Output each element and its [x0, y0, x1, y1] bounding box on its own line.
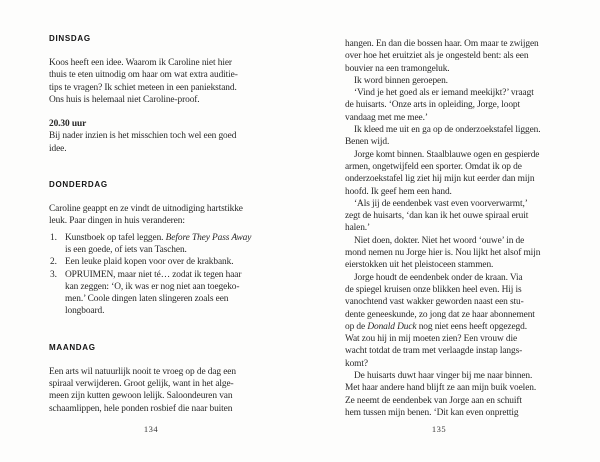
- time-label: 20.30 uur: [49, 119, 87, 130]
- text-line: op de Donald Duck nog niet eens heeft opgezegd.: [345, 321, 527, 332]
- list-item-number: 3.: [50, 269, 57, 280]
- text-line: over hoe het eruitziet als je ongesteld bent: als een: [345, 51, 529, 62]
- text-line: vandaag met me mee.’: [345, 112, 428, 123]
- text-line: hem tussen mijn benen. ‘Dit kan even onprettig: [345, 407, 519, 418]
- text-line: Jorge komt binnen. Staalblauwe ogen en gespierde: [354, 149, 540, 160]
- text-line: Benen wijd.: [345, 137, 390, 148]
- text-line: Jorge houdt de eendenbek onder de kraan. Via: [354, 272, 523, 283]
- list-item-line: 1. Kunstboek op tafel leggen. Before They Pass Away: [50, 232, 252, 243]
- text-line: eierstokken uit het pleistoceen stammen.: [345, 260, 494, 271]
- text-line: hoofd. Ik geef hem een hand.: [345, 186, 452, 197]
- text-line: onderzoekstafel lig ziet hij mijn kut eerder dan mijn: [345, 174, 535, 185]
- text-line: Bij nader inzien is het misschien toch wel een goed: [49, 131, 237, 142]
- section-heading: DONDERDAG: [49, 180, 108, 190]
- paragraph: [49, 57, 289, 106]
- page-number-left: 134: [143, 424, 159, 434]
- text-line: Ons huis is helemaal niet Caroline-proof.: [49, 94, 200, 105]
- section-heading: MAANDAG: [49, 342, 96, 352]
- list-item-line: men.’ Coole dingen laten slingeren zoals een: [65, 294, 229, 305]
- list-item-line: 2. Een leuke plaid kopen voor over de krakbank.: [50, 257, 234, 268]
- paragraph: [345, 38, 585, 419]
- text-line: ‘Vind je het goed als er iemand meekijkt?’ vraagt: [354, 88, 534, 99]
- list-item-number: 1.: [50, 232, 57, 243]
- text-line: halen.’: [345, 223, 371, 234]
- text-line: Koos heeft een idee. Waarom ik Caroline niet hier: [49, 58, 232, 68]
- text-line: armen, ongetwijfeld een sporter. Omdat ik op de: [345, 161, 522, 172]
- text-line: Ze neemt de eendenbek van Jorge aan en schuift: [345, 395, 522, 406]
- text-line: Ik kleed me uit en ga op de onderzoekstafel liggen.: [354, 125, 541, 136]
- text-line: komt?: [345, 358, 368, 369]
- text-line: dente geneeskunde, zo jong dat ze haar abonnement: [345, 309, 535, 320]
- text-line: de spiegel kruisen onze blikken heel even. Hij is: [345, 284, 522, 295]
- text-line: meen zijn kutten gewoon lelijk. Saloondeuren van: [49, 391, 233, 402]
- text-line: bouvier na een tramongeluk.: [345, 63, 450, 74]
- text-line: zegt de huisarts, ‘dan kan ik het ouwe spiraal eruit: [345, 211, 529, 222]
- text-line: leuk. Paar dingen in huis veranderen:: [49, 216, 185, 227]
- numbered-list: [49, 232, 289, 318]
- text-line: spiraal verwijderen. Groot gelijk, want in het alge-: [49, 379, 234, 390]
- text-line: tips te vragen? Ik schiet meteen in een paniekstand.: [49, 82, 237, 93]
- paragraph: [49, 130, 289, 155]
- text-line: mond nemen nu Jorge hier is. Nou lijkt het alsof mijn: [345, 248, 541, 259]
- text-line: idee.: [49, 143, 67, 154]
- text-line: Caroline geappt en ze vindt de uitnodiging hartstikke: [49, 204, 243, 215]
- section-heading: DINSDAG: [49, 34, 91, 43]
- text-line: Ik word binnen geroepen.: [354, 75, 448, 86]
- paragraph: [49, 203, 289, 228]
- list-item-line: 3. OPRUIMEN, maar niet té… zodat ik tegen haar: [50, 269, 242, 280]
- page-right-text-column: [345, 38, 585, 419]
- text-line: thuis te eten uitnodig om haar om wat extra auditie-: [49, 70, 238, 81]
- text-line: hangen. En dan die bossen haar. Om maar te zwijgen: [345, 39, 539, 49]
- text-line: schaamlippen, hele ponden rosbief die naar buiten: [49, 403, 233, 414]
- text-line: Niet doen, dokter. Niet het woord ‘ouwe’ in de: [354, 235, 525, 246]
- text-line: ‘Als jij de eendenbek vast even voorverwarmt,’: [354, 198, 528, 209]
- page-left-text-column: [49, 33, 289, 415]
- text-line: vanochtend vast wakker geworden naast een stu-: [345, 297, 524, 308]
- paragraph: [49, 366, 289, 415]
- list-item-line: kan zeggen: ‘O, ik was er nog niet aan toegeko-: [65, 281, 240, 292]
- text-line: de huisarts. ‘Onze arts in opleiding, Jorge, loopt: [345, 100, 521, 111]
- text-line: Wat zou hij in mij moeten zien? Een vrouw die: [345, 334, 518, 345]
- page-number-right: 135: [431, 424, 447, 434]
- text-line: De huisarts duwt haar vinger bij me naar binnen.: [354, 371, 533, 382]
- text-line: wacht totdat de tram met verlaagde instap langs-: [345, 346, 523, 357]
- list-item-line: is een goede, of iets van Taschen.: [65, 244, 187, 255]
- list-item-number: 2.: [50, 257, 57, 268]
- list-item-line: longboard.: [65, 306, 105, 317]
- text-line: Een arts wil natuurlijk nooit te vroeg op de dag een: [49, 366, 236, 377]
- text-line: Met haar andere hand blijft ze aan mijn buik voelen.: [345, 383, 537, 394]
